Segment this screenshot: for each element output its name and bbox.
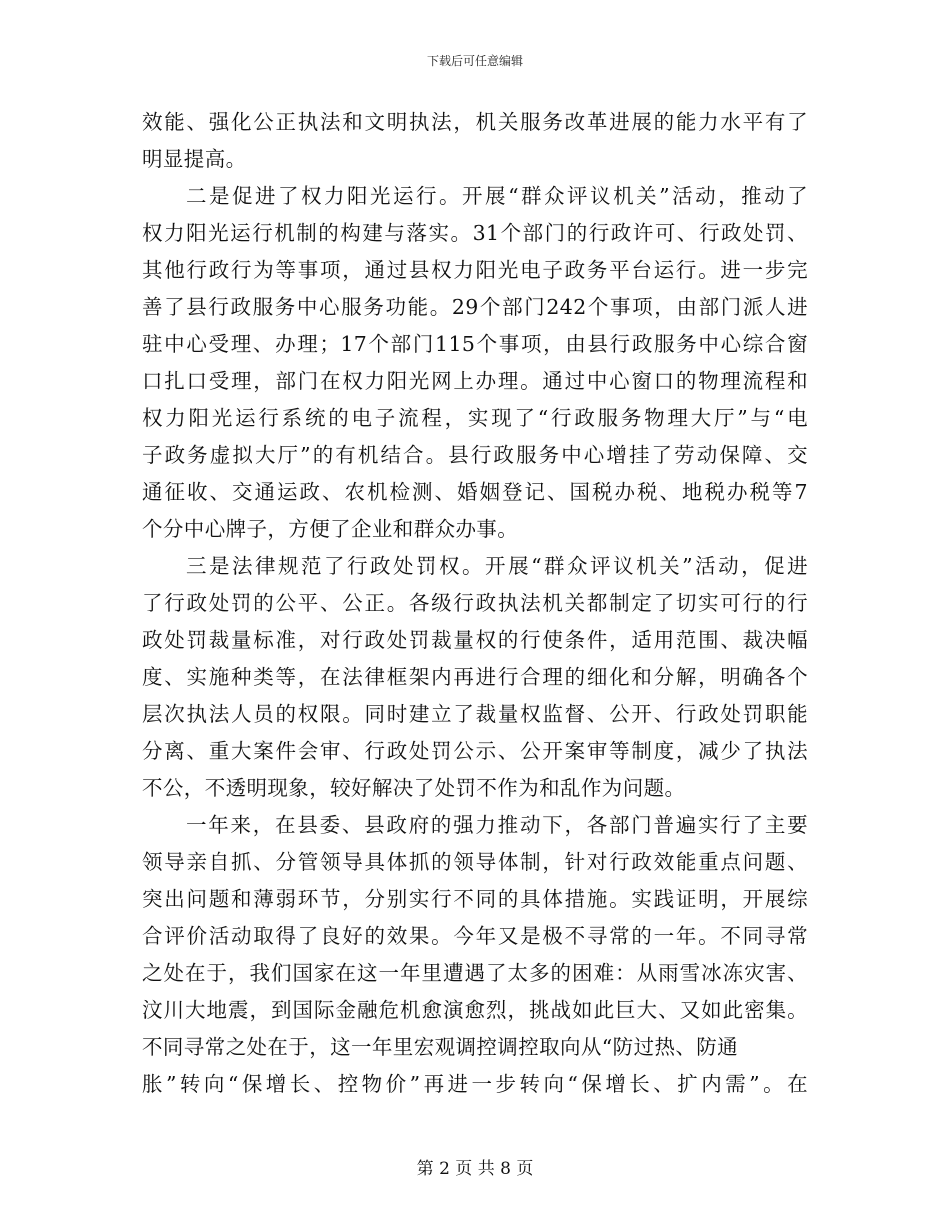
text-line: 了行政处罚的公平、公正。各级行政执法机关都制定了切实可行的行 <box>142 591 808 615</box>
text-line: 不同寻常之处在于，这一年里宏观调控调控取向从“防过热、防通 <box>142 1035 739 1059</box>
text-line: 权力阳光运行系统的电子流程，实现了“行政服务物理大厅”与“电 <box>142 406 808 430</box>
text-line: 胀”转向“保增长、控物价”再进一步转向“保增长、扩内需”。在 <box>142 1072 808 1096</box>
text-line: 通征收、交通运政、农机检测、婚姻登记、国税办税、地税办税等7 <box>142 480 808 504</box>
text-line: 明显提高。 <box>142 147 247 171</box>
text-line: 之处在于，我们国家在这一年里遭遇了太多的困难：从雨雪冰冻灾害、 <box>142 961 808 985</box>
text-line: 其他行政行为等事项，通过县权力阳光电子政务平台运行。进一步完 <box>142 258 808 282</box>
text-line: 分离、重大案件会审、行政处罚公示、公开案审等制度，减少了执法 <box>142 739 808 763</box>
page-number-footer: 第 2 页 共 8 页 <box>416 1159 534 1179</box>
text-line: 不公，不透明现象，较好解决了处罚不作为和乱作为问题。 <box>142 776 686 800</box>
text-line: 驻中心受理、办理；17个部门115个事项，由县行政服务中心综合窗 <box>142 332 808 356</box>
text-line: 善了县行政服务中心服务功能。29个部门242个事项，由部门派人进 <box>142 295 808 319</box>
paragraph-first-line: 二是促进了权力阳光运行。开展“群众评议机关”活动，推动了 <box>186 184 808 208</box>
text-line: 效能、强化公正执法和文明执法，机关服务改革进展的能力水平有了 <box>142 110 808 134</box>
text-line: 个分中心牌子，方便了企业和群众办事。 <box>142 517 519 541</box>
paragraph-first-line: 三是法律规范了行政处罚权。开展“群众评议机关”活动，促进 <box>186 554 808 578</box>
document-body <box>142 104 808 1103</box>
text-line: 子政务虚拟大厅”的有机结合。县行政服务中心增挂了劳动保障、交 <box>142 443 808 467</box>
page-header-note: 下载后可任意编辑 <box>426 54 523 68</box>
text-line: 度、实施种类等，在法律框架内再进行合理的细化和分解，明确各个 <box>142 665 808 689</box>
paragraph-first-line: 一年来，在县委、县政府的强力推动下，各部门普遍实行了主要 <box>186 813 808 837</box>
text-line: 领导亲自抓、分管领导具体抓的领导体制，针对行政效能重点问题、 <box>142 850 808 874</box>
text-line: 层次执法人员的权限。同时建立了裁量权监督、公开、行政处罚职能 <box>142 702 808 726</box>
text-line: 权力阳光运行机制的构建与落实。31个部门的行政许可、行政处罚、 <box>142 221 808 245</box>
text-line: 政处罚裁量标准，对行政处罚裁量权的行使条件，适用范围、裁决幅 <box>142 628 808 652</box>
text-line: 口扎口受理，部门在权力阳光网上办理。通过中心窗口的物理流程和 <box>142 369 808 393</box>
text-line: 合评价活动取得了良好的效果。今年又是极不寻常的一年。不同寻常 <box>142 924 808 948</box>
text-line: 汶川大地震，到国际金融危机愈演愈烈，挑战如此巨大、又如此密集。 <box>142 998 808 1022</box>
text-line: 突出问题和薄弱环节，分别实行不同的具体措施。实践证明，开展综 <box>142 887 808 911</box>
